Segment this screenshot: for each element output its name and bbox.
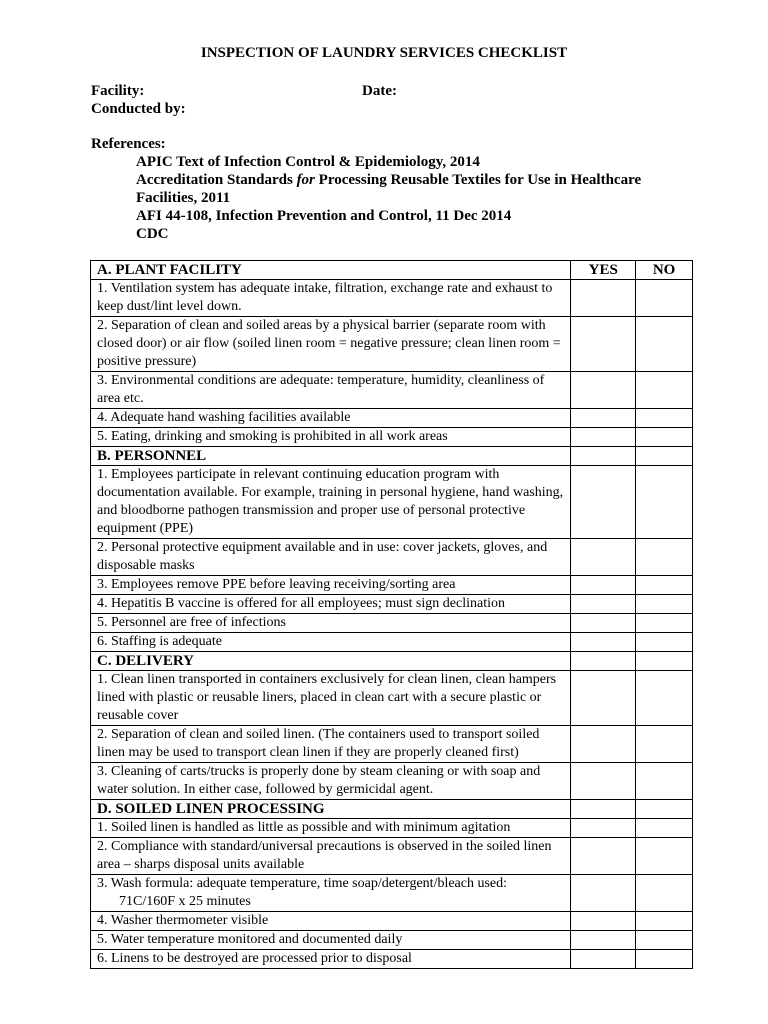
item-text: 5. Water temperature monitored and documented daily <box>91 931 571 950</box>
yes-checkbox-cell[interactable] <box>571 409 636 428</box>
table-row <box>91 280 693 317</box>
section-header-plant-facility <box>91 261 693 280</box>
table-row <box>91 671 693 726</box>
table-row <box>91 763 693 800</box>
item-text: 4. Washer thermometer visible <box>91 912 571 931</box>
item-text: 3. Employees remove PPE before leaving receiving/sorting area <box>91 576 571 595</box>
table-row <box>91 595 693 614</box>
item-text: 4. Adequate hand washing facilities available <box>91 409 571 428</box>
yes-checkbox-cell[interactable] <box>571 819 636 838</box>
no-checkbox-cell[interactable] <box>636 875 693 912</box>
item-text: 3. Wash formula: adequate temperature, time soap/detergent/bleach used: 71C/160F x 25 minutes <box>91 875 571 912</box>
references-list <box>136 153 696 243</box>
reference-item: CDC <box>136 226 169 242</box>
no-checkbox-cell[interactable] <box>636 576 693 595</box>
item-text: 1. Ventilation system has adequate intake, filtration, exchange rate and exhaust to keep dust/lint level down. <box>91 280 571 317</box>
reference-item-accreditation: Accreditation Standards for Processing Reusable Textiles for Use in Healthcare Facilities, 2011 <box>136 172 642 206</box>
item-text: 2. Compliance with standard/universal precautions is observed in the soiled linen area – sharps disposal units available <box>91 838 571 875</box>
table-row <box>91 838 693 875</box>
yes-checkbox-cell[interactable] <box>571 372 636 409</box>
yes-checkbox-cell[interactable] <box>571 280 636 317</box>
yes-checkbox-cell[interactable] <box>571 539 636 576</box>
table-row <box>91 819 693 838</box>
table-row <box>91 317 693 372</box>
no-checkbox-cell[interactable] <box>636 838 693 875</box>
conducted-by-label: Conducted by: <box>91 101 186 117</box>
item-text: 5. Personnel are free of infections <box>91 614 571 633</box>
section-title: B. PERSONNEL <box>91 447 571 466</box>
no-checkbox-cell[interactable] <box>636 428 693 447</box>
yes-checkbox-cell[interactable] <box>571 595 636 614</box>
yes-checkbox-cell[interactable] <box>571 671 636 726</box>
table-row <box>91 633 693 652</box>
section-title: A. PLANT FACILITY <box>91 261 571 280</box>
section-title: C. DELIVERY <box>91 652 571 671</box>
yes-checkbox-cell[interactable] <box>571 614 636 633</box>
yes-checkbox-cell[interactable] <box>571 633 636 652</box>
yes-checkbox-cell <box>571 800 636 819</box>
no-checkbox-cell <box>636 447 693 466</box>
section-header-soiled-linen-processing <box>91 800 693 819</box>
no-checkbox-cell[interactable] <box>636 726 693 763</box>
table-row <box>91 576 693 595</box>
yes-checkbox-cell <box>571 652 636 671</box>
no-checkbox-cell[interactable] <box>636 466 693 539</box>
yes-column-header: YES <box>571 261 636 280</box>
references-heading: References: <box>91 136 166 152</box>
no-checkbox-cell <box>636 652 693 671</box>
date-label: Date: <box>362 83 397 99</box>
no-checkbox-cell[interactable] <box>636 372 693 409</box>
section-header-personnel <box>91 447 693 466</box>
yes-checkbox-cell[interactable] <box>571 428 636 447</box>
no-checkbox-cell[interactable] <box>636 539 693 576</box>
yes-checkbox-cell[interactable] <box>571 466 636 539</box>
reference-item: APIC Text of Infection Control & Epidemiology, 2014 <box>136 154 480 170</box>
no-checkbox-cell[interactable] <box>636 819 693 838</box>
wash-formula-detail: 71C/160F x 25 minutes <box>119 894 251 909</box>
no-checkbox-cell[interactable] <box>636 614 693 633</box>
no-checkbox-cell <box>636 800 693 819</box>
yes-checkbox-cell <box>571 447 636 466</box>
yes-checkbox-cell[interactable] <box>571 950 636 969</box>
table-row <box>91 726 693 763</box>
item-text: 2. Personal protective equipment available and in use: cover jackets, gloves, and disposable masks <box>91 539 571 576</box>
item-text: 6. Linens to be destroyed are processed prior to disposal <box>91 950 571 969</box>
section-title: D. SOILED LINEN PROCESSING <box>91 800 571 819</box>
no-checkbox-cell[interactable] <box>636 912 693 931</box>
yes-checkbox-cell[interactable] <box>571 912 636 931</box>
table-row <box>91 931 693 950</box>
no-checkbox-cell[interactable] <box>636 317 693 372</box>
item-text: 2. Separation of clean and soiled linen. (The containers used to transport soiled linen may be used to transport clean linen if they are properly cleaned first) <box>91 726 571 763</box>
table-row <box>91 428 693 447</box>
no-checkbox-cell[interactable] <box>636 280 693 317</box>
reference-item: AFI 44-108, Infection Prevention and Control, 11 Dec 2014 <box>136 208 512 224</box>
no-column-header: NO <box>636 261 693 280</box>
no-checkbox-cell[interactable] <box>636 409 693 428</box>
table-row <box>91 372 693 409</box>
table-row <box>91 875 693 912</box>
no-checkbox-cell[interactable] <box>636 671 693 726</box>
yes-checkbox-cell[interactable] <box>571 763 636 800</box>
item-text: 6. Staffing is adequate <box>91 633 571 652</box>
item-text: 2. Separation of clean and soiled areas by a physical barrier (separate room with closed door) or air flow (soiled linen room = negative pressure; clean linen room = positive pressure) <box>91 317 571 372</box>
no-checkbox-cell[interactable] <box>636 633 693 652</box>
table-row <box>91 614 693 633</box>
yes-checkbox-cell[interactable] <box>571 931 636 950</box>
table-row <box>91 409 693 428</box>
table-row <box>91 539 693 576</box>
section-header-delivery <box>91 652 693 671</box>
item-text: 1. Employees participate in relevant continuing education program with documentation available. For example, training in personal hygiene, hand washing, and bloodborne pathogen transmission and proper use of personal protective equipment (PPE) <box>91 466 571 539</box>
checklist-table <box>90 260 693 969</box>
yes-checkbox-cell[interactable] <box>571 576 636 595</box>
item-text: 3. Cleaning of carts/trucks is properly done by steam cleaning or with soap and water solution. In either case, followed by germicidal agent. <box>91 763 571 800</box>
item-text: 4. Hepatitis B vaccine is offered for all employees; must sign declination <box>91 595 571 614</box>
no-checkbox-cell[interactable] <box>636 931 693 950</box>
yes-checkbox-cell[interactable] <box>571 875 636 912</box>
table-row <box>91 912 693 931</box>
no-checkbox-cell[interactable] <box>636 595 693 614</box>
item-text: 5. Eating, drinking and smoking is prohibited in all work areas <box>91 428 571 447</box>
item-text: 3. Environmental conditions are adequate: temperature, humidity, cleanliness of area etc. <box>91 372 571 409</box>
yes-checkbox-cell[interactable] <box>571 317 636 372</box>
yes-checkbox-cell[interactable] <box>571 726 636 763</box>
table-row <box>91 466 693 539</box>
item-text: 1. Clean linen transported in containers exclusively for clean linen, clean hampers lined with plastic or reusable liners, placed in clean cart with a secure plastic or reusable cover <box>91 671 571 726</box>
item-text: 1. Soiled linen is handled as little as possible and with minimum agitation <box>91 819 571 838</box>
no-checkbox-cell[interactable] <box>636 763 693 800</box>
table-row <box>91 950 693 969</box>
page-title: INSPECTION OF LAUNDRY SERVICES CHECKLIST <box>200 45 568 61</box>
facility-label: Facility: <box>91 83 145 99</box>
yes-checkbox-cell[interactable] <box>571 838 636 875</box>
no-checkbox-cell[interactable] <box>636 950 693 969</box>
